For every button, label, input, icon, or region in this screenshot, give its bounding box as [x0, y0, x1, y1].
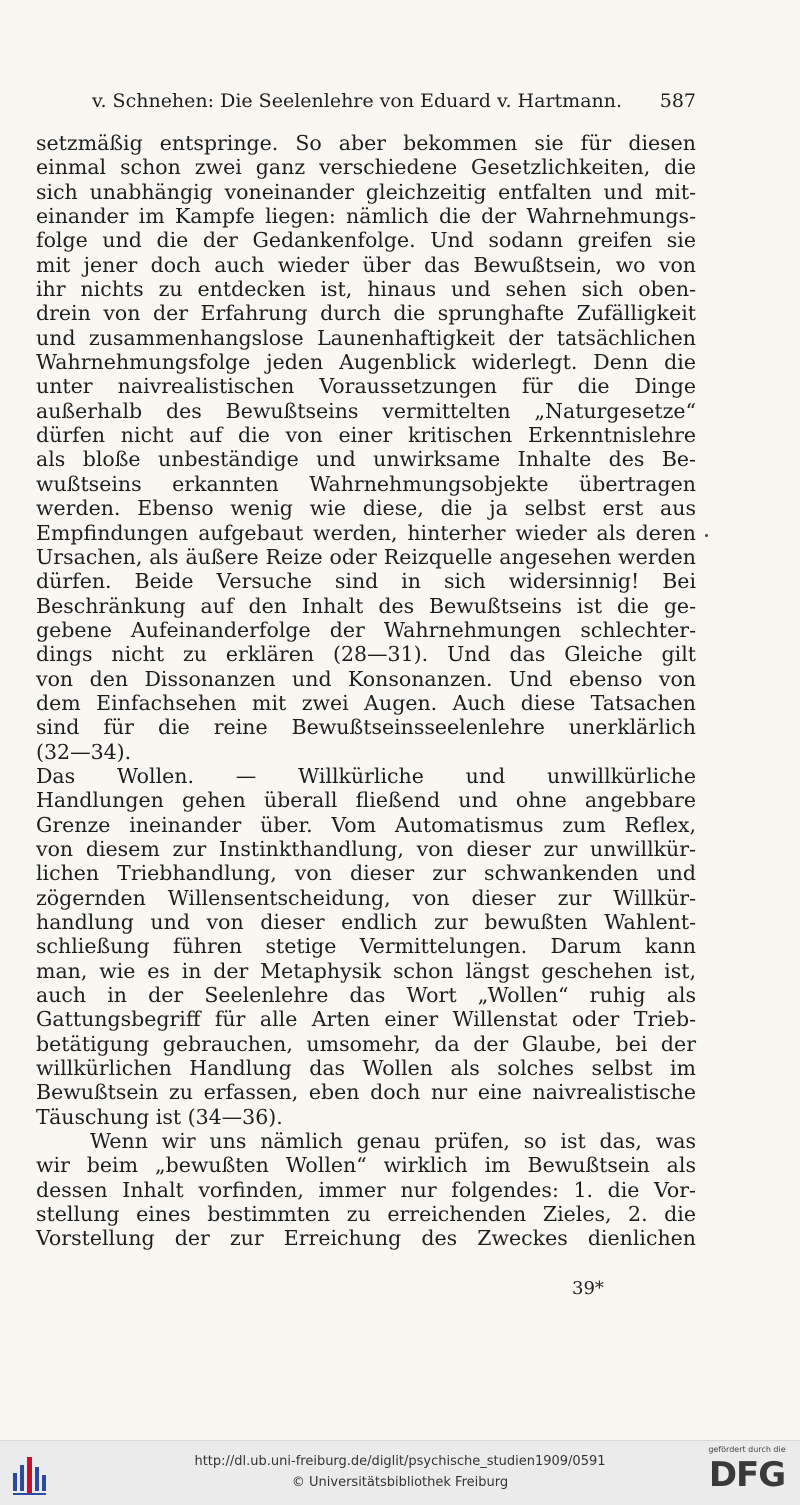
text-line: Täuschung ist (34—36). — [36, 1104, 283, 1129]
text-line: mit jener doch auch wieder über das Bewußtsein, wo von — [36, 252, 696, 277]
text-line: Grenze ineinander über. Vom Automatismus zum Reflex, — [36, 812, 696, 837]
running-title: v. Schnehen: Die Seelenlehre von Eduard v. Hartmann. — [92, 90, 623, 112]
text-line: von diesem zur Instinkthandlung, von dieser zur unwillkür- — [36, 836, 696, 861]
text-line: dings nicht zu erklären (28—31). Und das Gleiche gilt — [36, 642, 696, 667]
text-line: drein von der Erfahrung durch die sprunghafte Zufälligkeit — [36, 301, 696, 326]
text-line: stellung eines bestimmten zu erreichenden Zieles, 2. die — [36, 1202, 696, 1227]
text-line: folge und die der Gedankenfolge. Und sodann greifen sie — [36, 228, 696, 253]
text-line: Bewußtsein zu erfassen, eben doch nur eine naivrealistische — [36, 1080, 696, 1105]
body-text — [36, 131, 696, 1251]
text-line: als bloße unbeständige und unwirksame Inhalte des Be- — [36, 447, 696, 472]
text-line: dessen Inhalt vorfinden, immer nur folgendes: 1. die Vor- — [36, 1177, 696, 1202]
paragraph-start-line: Wenn wir uns nämlich genau prüfen, so ist das, was — [90, 1129, 696, 1154]
text-line: man, wie es in der Metaphysik schon längst geschehen ist, — [36, 958, 696, 983]
text-line: betätigung gebrauchen, umsomehr, da der Glaube, bei der — [36, 1031, 696, 1056]
text-line: sich unabhängig voneinander gleichzeitig entfalten und mit- — [36, 179, 696, 204]
text-line: sind für die reine Bewußtseinsseelenlehre unerklärlich — [36, 715, 696, 740]
text-line: dürfen nicht auf die von einer kritischen Erkenntnislehre — [36, 423, 696, 448]
text-line: handlung und von dieser endlich zur bewußten Wahlent- — [36, 910, 696, 934]
text-line: Ursachen, als äußere Reize oder Reizquelle angesehen werden — [36, 544, 696, 569]
text-line: willkürlichen Handlung das Wollen als solches selbst im — [36, 1056, 696, 1081]
text-line: gebene Aufeinanderfolge der Wahrnehmungen schlechter- — [36, 617, 696, 642]
text-line: wir beim „bewußten Wollen“ wirklich im Bewußtsein als — [36, 1153, 696, 1178]
text-line: wußtseins erkannten Wahrnehmungsobjekte übertragen — [36, 471, 696, 496]
text-line: unter naivrealistischen Voraussetzungen für die Dinge — [36, 374, 696, 399]
page-number: 587 — [659, 90, 696, 112]
dfg-logo: DFG — [708, 1455, 786, 1495]
text-line: Gattungsbegriff für alle Arten einer Willenstat oder Trieb- — [36, 1007, 696, 1032]
text-line: dem Einfachsehen mit zwei Augen. Auch diese Tatsachen — [36, 690, 696, 715]
text-line: Handlungen gehen überall fließend und ohne angebbare — [36, 788, 696, 813]
text-line: Beschränkung auf den Inhalt des Bewußtseins ist die ge- — [36, 593, 696, 618]
viewer-footer — [0, 1440, 800, 1505]
text-line: dürfen. Beide Versuche sind in sich widersinnig! Bei — [36, 569, 696, 594]
text-line: lichen Triebhandlung, von dieser zur schwankenden und — [36, 861, 696, 886]
text-line: Empfindungen aufgebaut werden, hinterher wieder als deren — [36, 520, 696, 545]
funding-caption: gefördert durch die — [708, 1445, 786, 1454]
text-line: setzmäßig entspringe. So aber bekommen sie für diesen — [36, 131, 696, 155]
text-line: ihr nichts zu entdecken ist, hinaus und sehen sich oben- — [36, 277, 696, 302]
text-line: Wahrnehmungsfolge jeden Augenblick widerlegt. Denn die — [36, 350, 696, 375]
stray-mark — [705, 534, 708, 537]
text-line: außerhalb des Bewußtseins vermittelten „Naturgesetze“ — [36, 398, 696, 423]
text-line: und zusammenhangslose Launenhaftigkeit der tatsächlichen — [36, 325, 696, 350]
text-line: werden. Ebenso wenig wie diese, die ja selbst erst aus — [36, 496, 696, 521]
text-line: schließung führen stetige Vermittelungen. Darum kann — [36, 934, 696, 959]
signature-mark: 39* — [572, 1278, 604, 1299]
running-header — [92, 86, 696, 116]
permalink-url[interactable]: http://dl.ub.uni-freiburg.de/diglit/psychische_studien1909/0591 — [194, 1454, 606, 1469]
section-heading-line: Das Wollen. — Willkürliche und unwillkürliche — [36, 763, 696, 788]
copyright-notice: © Universitätsbibliothek Freiburg — [291, 1475, 509, 1490]
text-line: auch in der Seelenlehre das Wort „Wollen“ ruhig als — [36, 983, 696, 1008]
text-line: Vorstellung der zur Erreichung des Zweckes dienlichen — [36, 1226, 696, 1251]
text-line: zögernden Willensentscheidung, von dieser zur Willkür- — [36, 885, 696, 910]
text-line: einmal schon zwei ganz verschiedene Gesetzlichkeiten, die — [36, 155, 696, 180]
text-line: (32—34). — [36, 739, 132, 764]
text-line: einander im Kampfe liegen: nämlich die der Wahrnehmungs- — [36, 204, 696, 229]
funding-notice — [702, 1445, 792, 1501]
text-line: von den Dissonanzen und Konsonanzen. Und ebenso von — [36, 666, 696, 691]
